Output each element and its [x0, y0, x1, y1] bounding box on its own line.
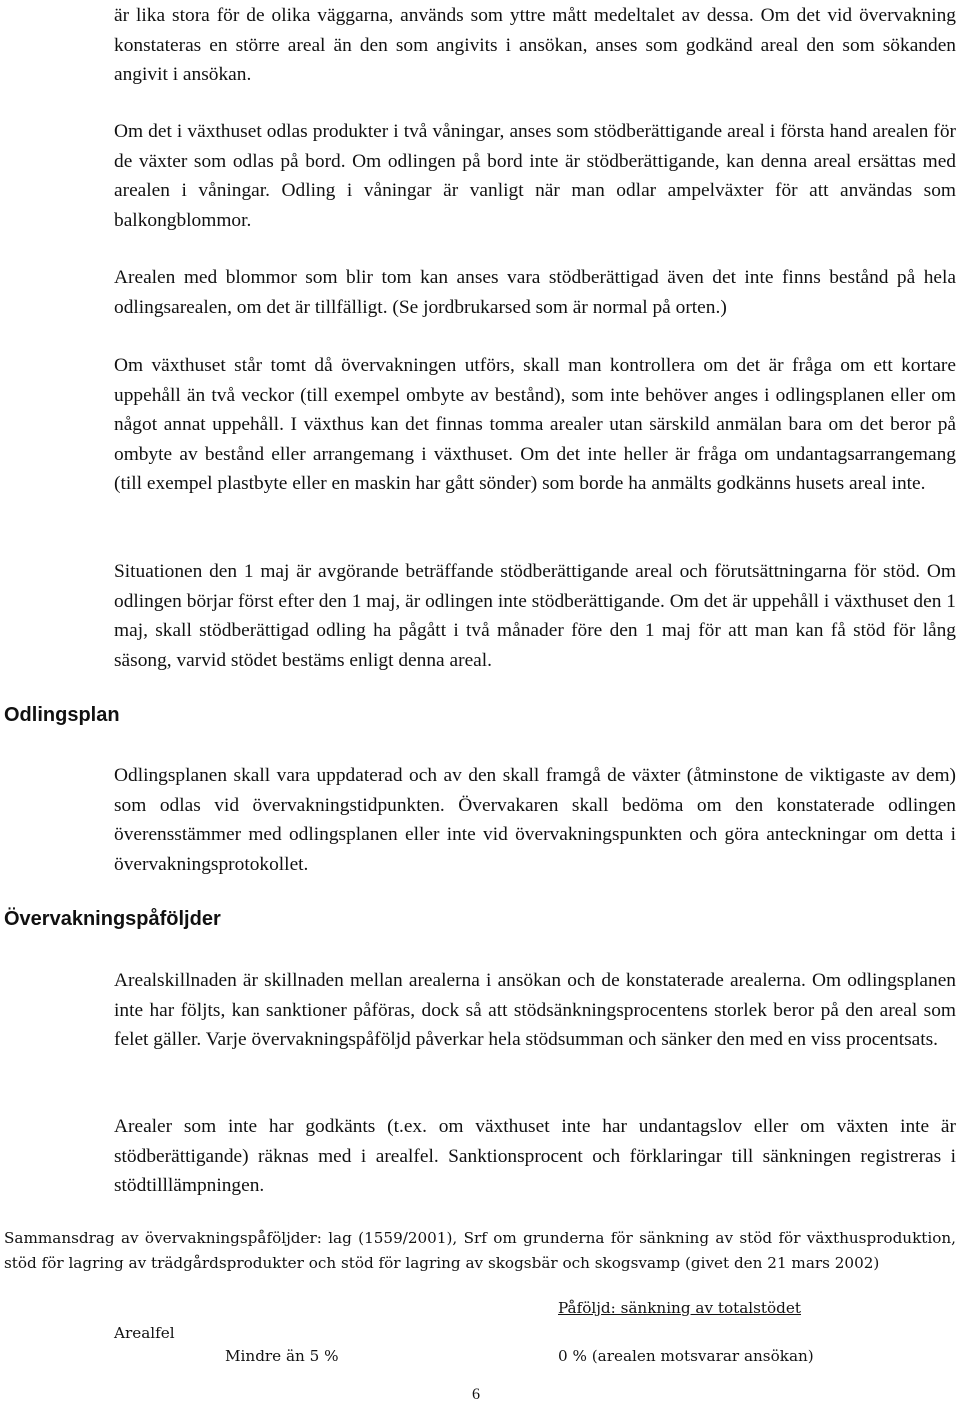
- page-number: 6: [472, 1386, 480, 1403]
- table-row-header: Arealfel: [114, 1324, 175, 1342]
- paragraph-two-floor-cultivation: Om det i växthuset odlas produkter i två våningar, anses som stödberättigande areal i första hand arealen för de växter som odlas på bord. Om odlingen på bord inte är stödberättigande, kan denna areal ersättas med arealen i våningar. Odling i våningar är vanligt när man odlar ampelväxter för att användas som balkongblommor.: [114, 121, 956, 231]
- paragraph-may-first: Situationen den 1 maj är avgörande beträffande stödberättigande areal och förutsättningarna för stöd. Om odlingen börjar först efter den 1 maj, är odlingen inte stödberättigande. Om det är uppehåll i växthuset den 1 maj, skall stödberättigad odling ha pågått i två månader före den 1 maj för att man kan få stöd för lång säsong, varvid stödet bestäms enligt denna areal.: [114, 561, 956, 671]
- heading-odlingsplan: Odlingsplan: [4, 704, 120, 726]
- sanctions-summary: Sammansdrag av övervakningspåföljder: lag (1559/2001), Srf om grunderna för sänkning av stöd för växthusproduktion, stöd för lagring av trädgårdsprodukter och stöd för lagring av skogsbär och skogsvamp (givet den 21 mars 2002): [4, 1229, 956, 1272]
- paragraph-intro-continued: är lika stora för de olika väggarna, används som yttre mått medeltalet av dessa. Om det vid övervakning konstateras en större areal än den som angivits i ansökan, anses som godkänd areal den som sökanden angivit i ansökan.: [114, 5, 956, 86]
- table-cell-condition: Mindre än 5 %: [225, 1347, 339, 1365]
- table-column-header: Påföljd: sänkning av totalstödet: [558, 1299, 801, 1317]
- heading-overvakningspafoljder: Övervakningspåföljder: [4, 908, 221, 930]
- paragraph-odlingsplan: Odlingsplanen skall vara uppdaterad och av den skall framgå de växter (åtminstone de viktigaste av dem) som odlas vid övervakningstidpunkten. Övervakaren skall bedöma om den konstaterade odlingen överensstämmer med odlingsplanen eller inte vid övervakningspunkten och göra anteckningar om detta i övervakningsprotokollet.: [114, 765, 956, 875]
- paragraph-empty-greenhouse: Om växthuset står tomt då övervakningen utförs, skall man kontrollera om det är fråga om ett kortare uppehåll än två veckor (till exempel ombyte av bestånd), som inte behöver anges i odlingsplanen eller om något annat uppehåll. I växthus kan det finnas tomma arealer utan särskild anmälan bara om det beror på ombyte av bestånd eller arrangemang i växthuset. Om det inte heller är fråga om undantagsarrangemang (till exempel plastbyte eller en maskin har gått sönder) som borde ha anmälts godkänns husets areal inte.: [114, 355, 956, 495]
- table-cell-consequence: 0 % (arealen motsvarar ansökan): [558, 1347, 814, 1365]
- paragraph-empty-area: Arealen med blommor som blir tom kan anses vara stödberättigad även det inte finns bestånd på hela odlingsarealen, om det är tillfälligt. (Se jordbrukarsed som är normal på orten.): [114, 267, 956, 318]
- paragraph-arealskillnad: Arealskillnaden är skillnaden mellan arealerna i ansökan och de konstaterade arealerna. Om odlingsplanen inte har följts, kan sanktioner påföras, dock så att stödsänkningsprocentens storlek beror på den areal som felet gäller. Varje övervakningspåföljd påverkar hela stödsumman och sänker den med en viss procentsats.: [114, 970, 956, 1051]
- paragraph-arealer-ej-godkanda: Arealer som inte har godkänts (t.ex. om växthuset inte har undantagslov eller om växten inte är stödberättigande) räknas med i arealfel. Sanktionsprocent och förklaringar till sänkningen registreras i stödtilllämpningen.: [114, 1116, 956, 1197]
